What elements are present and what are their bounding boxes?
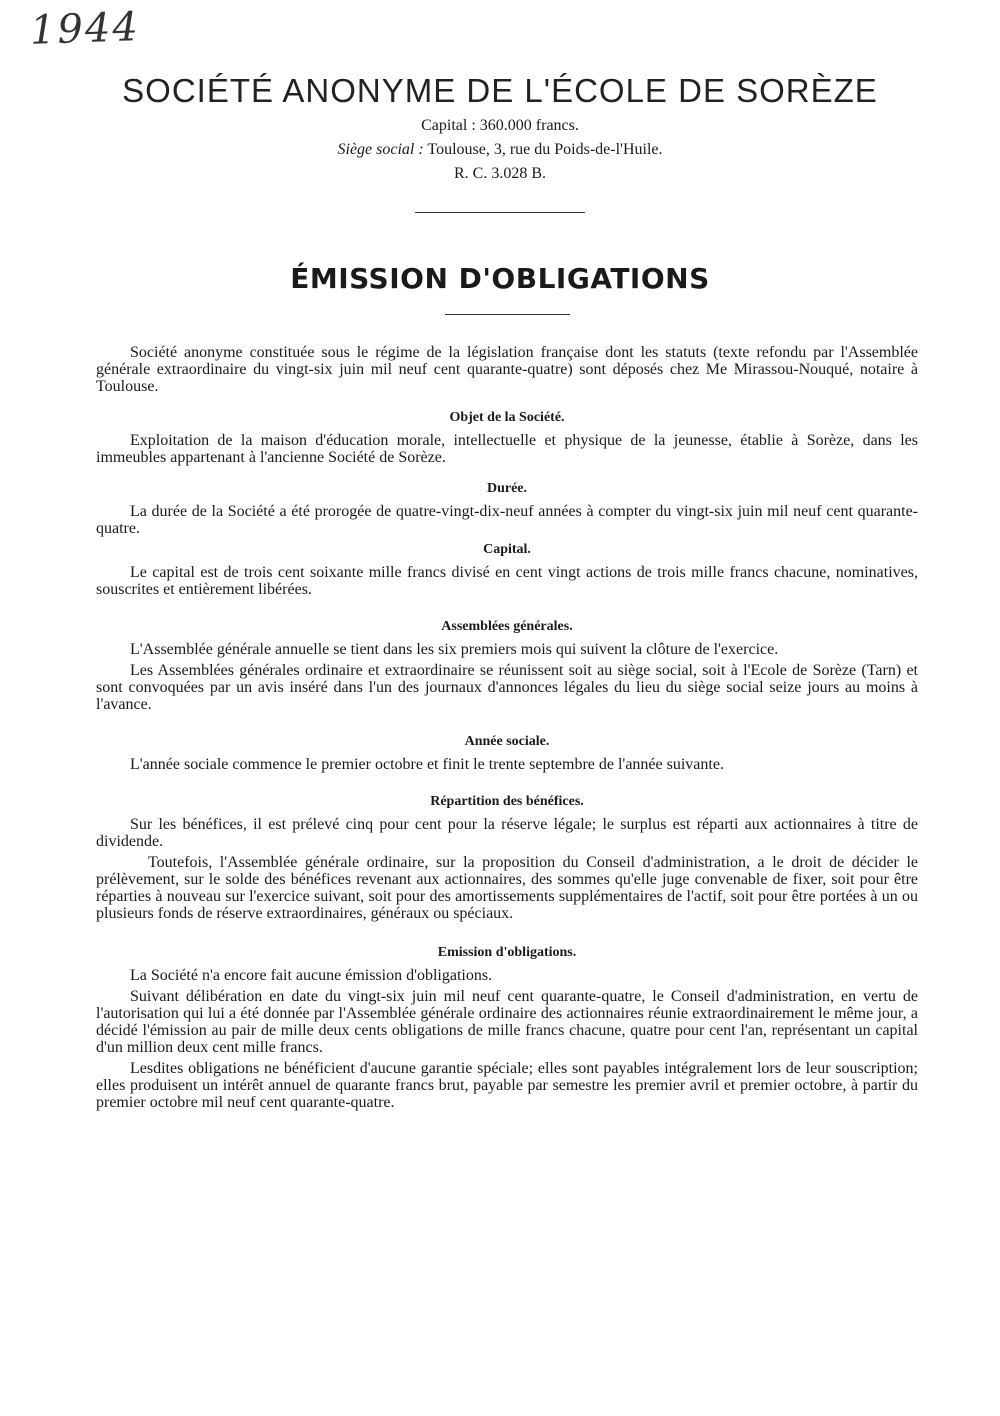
rc-line: R. C. 3.028 B. — [453, 165, 546, 182]
document-body — [96, 344, 918, 1111]
heading-assemblees: Assemblées générales. — [441, 619, 573, 634]
annee-paragraph: L'année sociale commence le premier octobre et finit le trente septembre de l'année suivante. — [130, 756, 724, 773]
heading-capital: Capital. — [483, 542, 531, 557]
emission-paragraph-3: Lesdites obligations ne bénéficient d'aucune garantie spéciale; elles sont payables intégralement lors de leur souscription; elles produisent un intérêt annuel de quarante francs brut, payable par semestre les premier avril et premier octobre, à partir du premier octobre mil neuf cent quarante-quatre. — [96, 1060, 918, 1111]
objet-paragraph: Exploitation de la maison d'éducation morale, intellectuelle et physique de la jeunesse, établie à Sorèze, dans les immeubles appartenant à l'ancienne Société de Sorèze. — [96, 432, 918, 466]
siege-line — [0, 138, 1000, 162]
heading-duree: Durée. — [486, 481, 528, 496]
emission-paragraph-2: Suivant délibération en date du vingt-six juin mil neuf cent quarante-quatre, le Conseil d'administration, en vertu de l'autorisation qui lui a été donnée par l'Assemblée générale ordinaire des actionnaires réunie extraordinairement le même jour, a décidé l'émission au pair de mille deux cents obligations de mille francs chacune, quatre pour cent l'an, représentant un capital d'un million deux cent mille francs. — [96, 988, 918, 1056]
handwritten-year-note: 1944 — [29, 4, 141, 54]
masthead — [0, 72, 1000, 213]
heading-repartition: Répartition des bénéfices. — [430, 794, 584, 809]
header-divider — [415, 212, 585, 213]
heading-annee: Année sociale. — [464, 734, 550, 749]
assemblees-paragraph-2: Les Assemblées générales ordinaire et extraordinaire se réunissent soit au siège social, soit à l'Ecole de Sorèze (Tarn) et sont convoquées par un avis inséré dans l'un des journaux d'annonces légales du lieu du siège social seize jours au moins à l'avance. — [96, 662, 918, 713]
company-name: SOCIÉTÉ ANONYME DE L'ÉCOLE DE SORÈZE — [122, 72, 878, 109]
siege-value: Toulouse, 3, rue du Poids-de-l'Huile. — [427, 141, 663, 158]
assemblees-paragraph-1: L'Assemblée générale annuelle se tient dans les six premiers mois qui suivent la clôture de l'exercice. — [130, 641, 779, 658]
emission-paragraph-1: La Société n'a encore fait aucune émission d'obligations. — [130, 967, 493, 984]
heading-objet: Objet de la Société. — [449, 410, 565, 425]
siege-label: Siège social : — [337, 141, 424, 158]
duree-paragraph: La durée de la Société a été prorogée de quatre-vingt-dix-neuf années à compter du vingt-six juin mil neuf cent quarante-quatre. — [96, 503, 918, 537]
capital-paragraph: Le capital est de trois cent soixante mille francs divisé en cent vingt actions de trois mille francs chacune, nominatives, souscrites et entièrement libérées. — [96, 564, 918, 598]
title-divider — [445, 314, 570, 315]
repartition-paragraph-2: Toutefois, l'Assemblée générale ordinaire, sur la proposition du Conseil d'administration, a le droit de décider le prélèvement, sur le solde des bénéfices revenant aux actionnaires, des sommes qu'elle juge convenable de fixer, soit pour être réparties à nouveau sur l'exercice suivant, soit pour des amortissements supplémentaires de l'actif, soit pour être portées à un ou plusieurs fonds de réserve extraordinaires, généraux ou spéciaux. — [96, 854, 918, 922]
capital-line: Capital : 360.000 francs. — [421, 117, 579, 134]
repartition-paragraph-1: Sur les bénéfices, il est prélevé cinq pour cent pour la réserve légale; le surplus est réparti aux actionnaires à titre de dividende. — [96, 816, 918, 850]
document-title: ÉMISSION D'OBLIGATIONS — [290, 262, 710, 295]
heading-emission: Emission d'obligations. — [437, 945, 577, 960]
intro-paragraph: Société anonyme constituée sous le régime de la législation française dont les statuts (texte refondu par l'Assemblée générale extraordinaire du vingt-six juin mil neuf cent quarante-quatre) sont déposés chez Me Mirassou-Nouqué, notaire à Toulouse. — [96, 344, 918, 395]
